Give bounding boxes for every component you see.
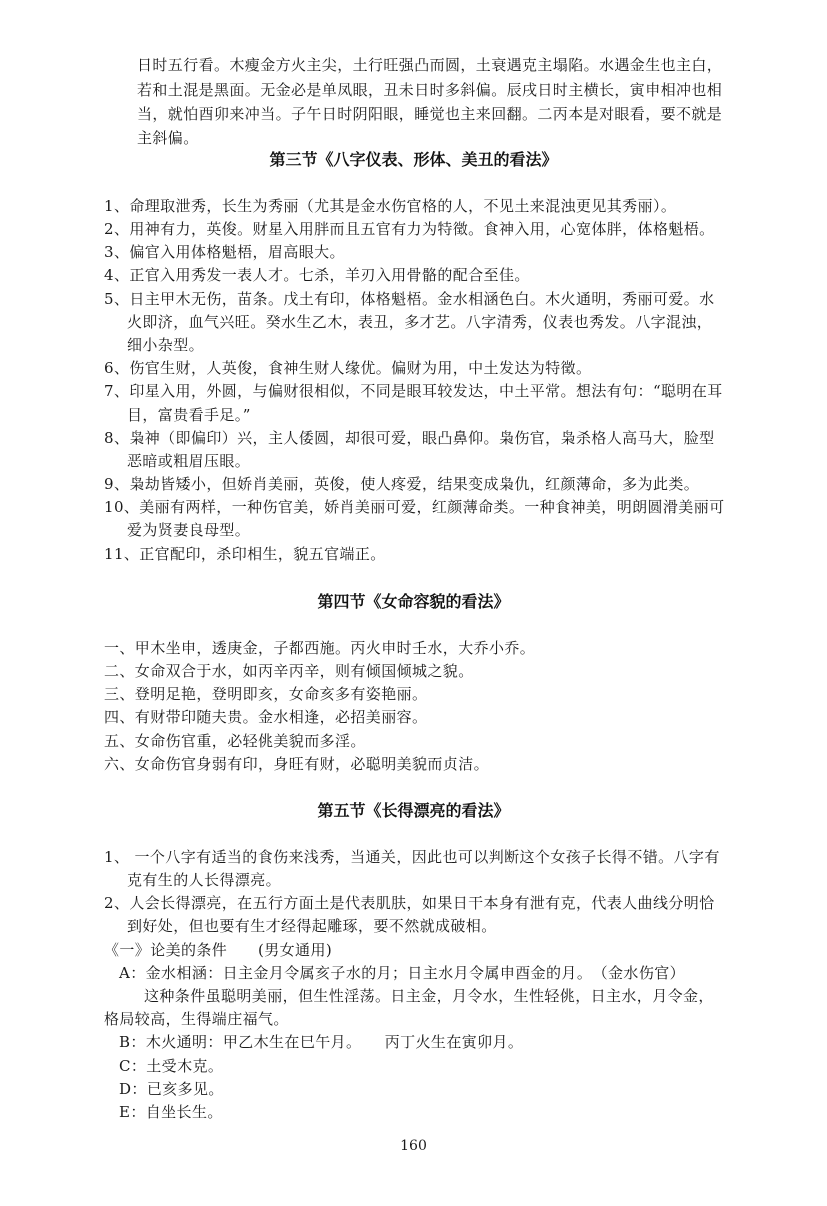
list-item: 8、枭神（即偏印）兴，主人倭圆，却很可爱，眼凸鼻仰。枭伤官，枭杀格人高马大，脸型 xyxy=(104,429,715,447)
list-item: 11、正官配印，杀印相生，貌五官端正。 xyxy=(104,545,386,563)
condition-note: 这种条件虽聪明美丽，但生性淫荡。日主金，月令水，生性轻佻，日主水，月令金， xyxy=(144,987,714,1005)
list-item: 6、伤官生财，人英俊，食神生财人缘优。偏财为用，中土发达为特徵。 xyxy=(104,359,592,377)
subsection-heading: 《一》论美的条件 (男女通用) xyxy=(104,941,333,959)
list-item-continued: 到好处，但也要有生才经得起雕琢，要不然就成破相。 xyxy=(127,917,497,935)
intro-line: 日时五行看。木瘦金方火主尖，土行旺强凸而圆，土衰遇克主塌陷。水遇金生也主白， xyxy=(137,56,723,74)
list-item: 2、用神有力，英俊。财星入用胖而且五官有力为特徵。食神入用，心宽体胖，体格魁梧。 xyxy=(104,220,715,238)
list-item: 5、日主甲木无伤，苗条。戊土有印，体格魁梧。金水相涵色白。木火通明，秀丽可爱。水 xyxy=(104,290,715,308)
section-3-heading: 第三节《八字仪表、形体、美丑的看法》 xyxy=(269,150,558,169)
intro-line: 主斜偏。 xyxy=(137,129,199,147)
list-item-continued: 细小杂型。 xyxy=(127,336,205,354)
list-item-continued: 目，富贵看手足。” xyxy=(127,406,251,424)
list-item-continued: 恶暗或粗眉压眼。 xyxy=(127,452,251,470)
list-item: 4、正官入用秀发一表人才。七杀，羊刃入用骨骼的配合至佳。 xyxy=(104,266,530,284)
section-5-heading: 第五节《长得漂亮的看法》 xyxy=(317,801,510,820)
list-item-continued: 爱为贤妻良母型。 xyxy=(127,521,251,539)
list-item: 六、女命伤官身弱有印，身旺有财，必聪明美貌而贞洁。 xyxy=(104,755,490,773)
list-item: 三、登明足艳，登明即亥，女命亥多有姿艳丽。 xyxy=(104,685,428,703)
list-item: 1、命理取泄秀，长生为秀丽（尤其是金水伤官格的人，不见土来混浊更见其秀丽）。 xyxy=(104,197,677,215)
condition-item: B：木火通明：甲乙木生在巳午月。 丙丁火生在寅卯月。 xyxy=(119,1033,524,1051)
list-item: 一、甲木坐申，透庚金，子都西施。丙火申时壬水，大乔小乔。 xyxy=(104,639,536,657)
condition-item: E：自坐长生。 xyxy=(119,1103,223,1121)
condition-item: D：已亥多见。 xyxy=(119,1080,224,1098)
list-item: 二、女命双合于水，如丙辛丙辛，则有倾国倾城之貌。 xyxy=(104,662,474,680)
list-item-continued: 克有生的人长得漂亮。 xyxy=(127,871,282,889)
list-item: 五、女命伤官重，必轻佻美貌而多淫。 xyxy=(104,732,366,750)
list-item: 10、美丽有两样，一种伤官美，娇肖美丽可爱，红颜薄命类。一种食神美，明朗圆滑美丽可 xyxy=(104,498,725,516)
list-item: 9、枭劫皆矮小，但娇肖美丽，英俊，使人疼爱，结果变成枭仇，红颜薄命，多为此类。 xyxy=(104,475,700,493)
list-item: 7、印星入用，外圆，与偏财很相似，不同是眼耳较发达，中土平常。想法有句：“聪明在耳 xyxy=(104,382,723,400)
list-item: 2、人会长得漂亮，在五行方面土是代表肌肤，如果日干本身有泄有克，代表人曲线分明恰 xyxy=(104,894,715,912)
list-item-continued: 火即济，血气兴旺。癸水生乙木，表丑，多才艺。八字清秀，仪表也秀发。八字混浊， xyxy=(127,313,713,331)
intro-line: 若和土混是黑面。无金必是单凤眼，丑未日时多斜偏。辰戌日时主横长，寅申相冲也相 xyxy=(137,81,723,99)
page-number: 160 xyxy=(400,1138,427,1154)
list-item: 1、 一个八字有适当的食伤来浅秀，当通关，因此也可以判断这个女孩子长得不错。八字有 xyxy=(104,848,720,866)
list-item: 3、偏官入用体格魁梧，眉高眼大。 xyxy=(104,243,345,261)
section-4-heading: 第四节《女命容貌的看法》 xyxy=(317,592,510,611)
condition-item: A：金水相涵：日主金月令属亥子水的月；日主水月令属申酉金的月。 （金水伤官） xyxy=(119,964,686,982)
list-item: 四、有财带印随夫贵。金水相逢，必招美丽容。 xyxy=(104,708,428,726)
condition-note: 格局较高，生得端庄福气。 xyxy=(104,1010,289,1028)
condition-item: C：土受木克。 xyxy=(119,1057,224,1075)
intro-line: 当，就怕酉卯来冲当。子午日时阴阳眼，睡觉也主来回翻。二丙本是对眼看，要不就是 xyxy=(137,105,723,123)
